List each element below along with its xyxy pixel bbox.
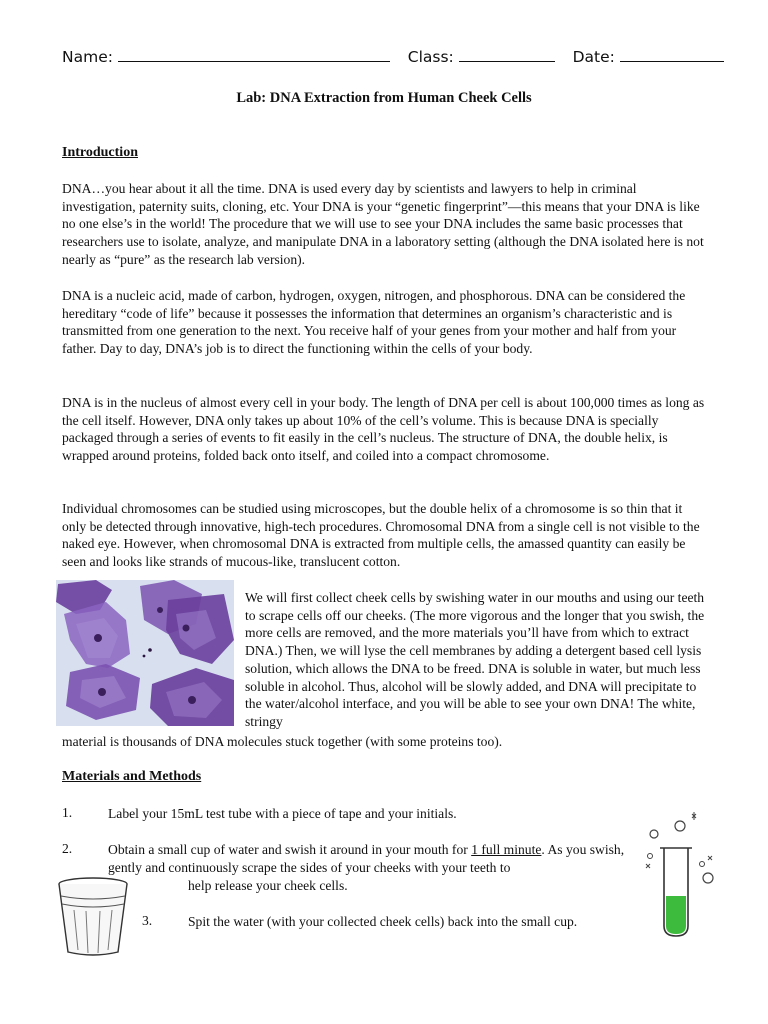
step-1-number: 1. — [62, 805, 73, 820]
date-field[interactable] — [620, 47, 724, 62]
step-2-duration: 1 full minute — [471, 842, 542, 857]
materials-methods-heading: Materials and Methods — [62, 769, 202, 784]
cheek-cells-micrograph — [56, 580, 234, 726]
header-fields — [62, 47, 724, 66]
name-label: Name: — [62, 48, 113, 66]
class-label: Class: — [407, 48, 454, 66]
step-2-text-line3: help release your cheek cells. — [188, 878, 348, 893]
step-2-text — [108, 841, 628, 876]
intro-wrap-paragraph: We will first collect cheek cells by swishing water in our mouths and using our teeth to scrape cells off our cheeks. (The more vigorous and the longer that you swish, the more cells are removed, and the more materials you’ll have from which to extract DNA.) Then, we will lyse the cell membranes by adding a detergent based cell lysis solution, which allows the DNA to be freed. DNA is soluble in water, but much less soluble in alcohol. Thus, alcohol will be slowly added, and DNA will precipitate to the water/alcohol interface, and you will be able to see your own DNA! The white, stringy — [245, 590, 705, 729]
class-field[interactable] — [459, 47, 555, 62]
step-3-number: 3. — [142, 913, 153, 928]
introduction-heading: Introduction — [62, 145, 138, 160]
intro-paragraph-1: DNA…you hear about it all the time. DNA is used every day by scientists and lawyers to help in criminal investigation, paternity suits, cloning, etc. Your DNA is your “genetic fingerprint”—this means that your DNA is like no one else’s in the world! The procedure that we will use to see your DNA includes the same basic processes that researchers use to isolate, analyze, and manipulate DNA in a laboratory setting (although the DNA isolated here is not nearly as “pure” as the research lab version). — [62, 181, 704, 267]
step-2-text-end: . As you swish, gently and continuously scrape the sides of your cheeks with your teeth to — [108, 842, 625, 875]
step-2-number: 2. — [62, 841, 73, 856]
intro-paragraph-4: Individual chromosomes can be studied using microscopes, but the double helix of a chromosome is so thin that it only be detected through innovative, high-tech procedures. Chromosomal DNA from a single cell is not visible to the naked eye. However, when chromosomal DNA is extracted from multiple cells, the amassed quantity can easily be seen and looks like strands of mucous-like, translucent cotton. — [62, 501, 700, 570]
step-2-text-start: Obtain a small cup of water and swish it around in your mouth for — [108, 842, 472, 857]
step-3-text: Spit the water (with your collected cheek cells) back into the small cup. — [188, 914, 578, 929]
name-field[interactable] — [118, 47, 390, 62]
date-label: Date: — [572, 48, 615, 66]
step-1-text: Label your 15mL test tube with a piece of tape and your initials. — [108, 806, 457, 821]
intro-wrap-tail: material is thousands of DNA molecules stuck together (with some proteins too). — [62, 734, 503, 749]
test-tube-icon — [642, 808, 720, 938]
intro-paragraph-3: DNA is in the nucleus of almost every cell in your body. The length of DNA per cell is about 100,000 times as long as the cell itself. However, DNA only takes up about 10% of the cell’s volume. This is because DNA is specially packaged through a series of events to fit easily in the cell’s nucleus. The structure of DNA, the double helix, is wrapped around proteins, folded back onto itself, and coiled into a compact chromosome. — [62, 395, 705, 464]
intro-paragraph-2: DNA is a nucleic acid, made of carbon, hydrogen, oxygen, nitrogen, and phosphorous. DNA can be considered the hereditary “code of life” because it possesses the information that determines an organism’s characteristic and is transmitted from one generation to the next. You receive half of your genes from your mother and half from your father. Day to day, DNA’s job is to direct the functioning within the cells of your body. — [62, 288, 686, 357]
page-title: Lab: DNA Extraction from Human Cheek Cells — [236, 90, 532, 106]
plastic-cup-icon — [52, 876, 134, 958]
